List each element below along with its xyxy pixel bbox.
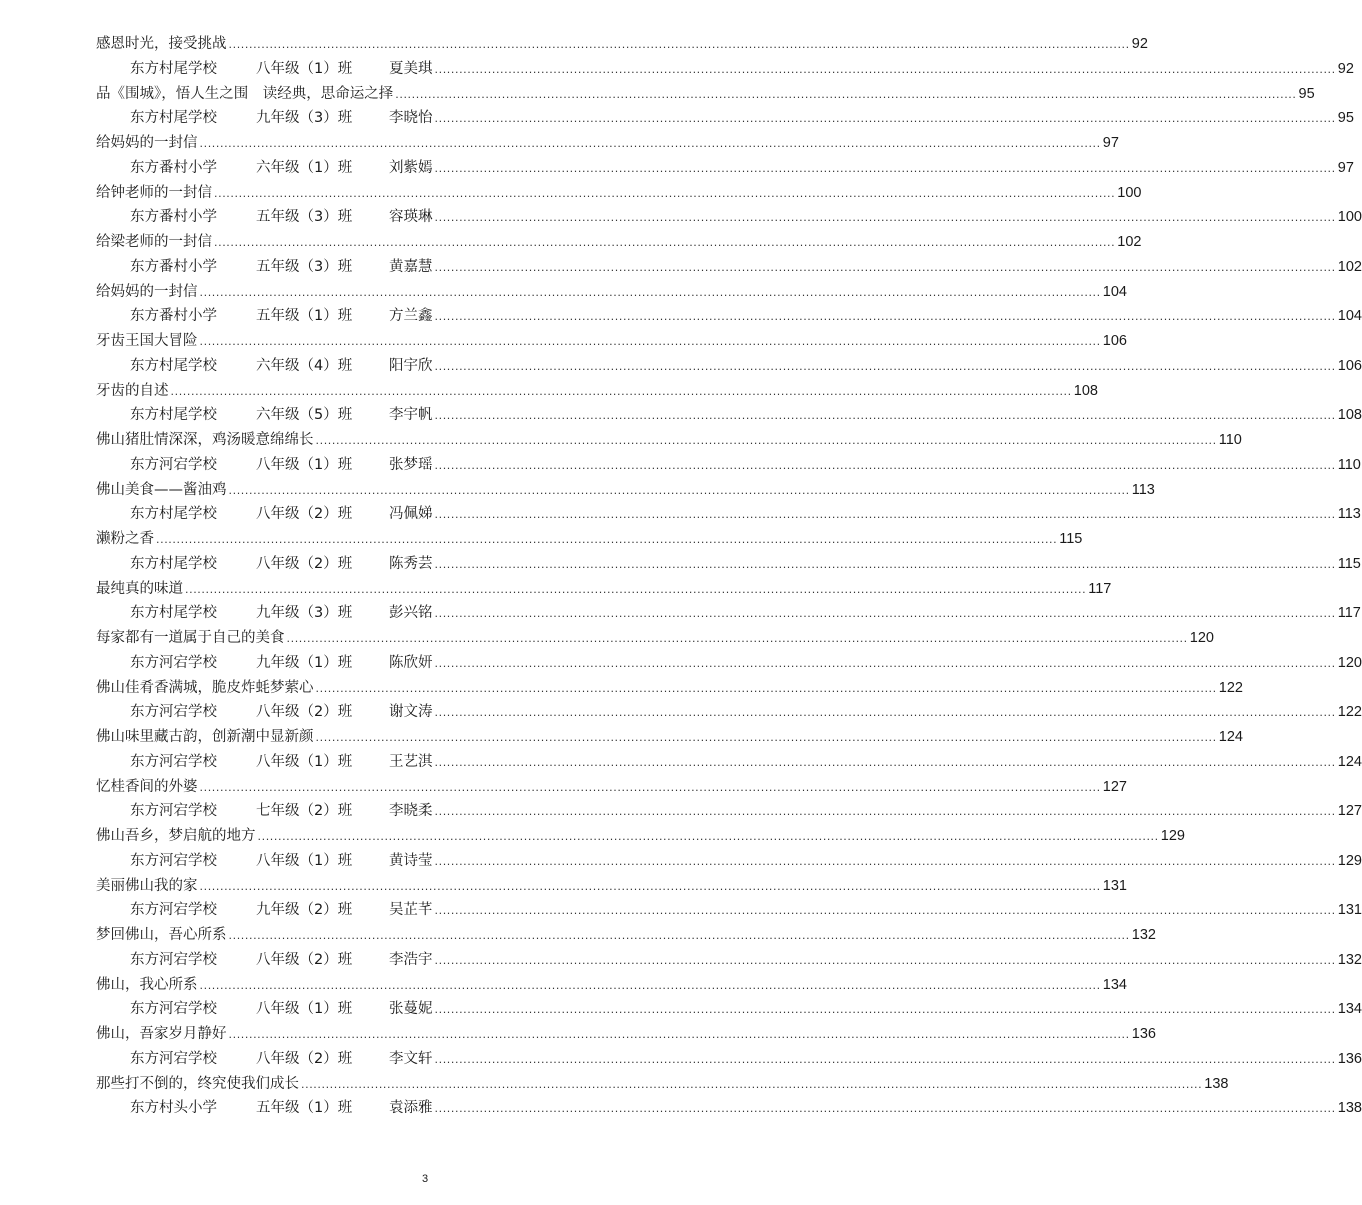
dot-leader: ............................................................................................................................................................................................................................ <box>170 384 1072 398</box>
toc-entry-author-row[interactable] <box>96 106 1354 131</box>
dot-leader: ............................................................................................................................................................................................................................ <box>185 582 1087 596</box>
entry-grade: 八年级（2）班 <box>256 506 353 523</box>
dot-leader: ............................................................................................................................................................................................................................ <box>199 978 1101 992</box>
toc-entry-title-row[interactable] <box>96 230 1142 255</box>
entry-author: 李文轩 <box>389 1050 433 1067</box>
entry-page-number: 97 <box>1102 135 1119 151</box>
entry-grade: 八年级（2）班 <box>256 704 353 721</box>
entry-page-number: 129 <box>1337 852 1362 869</box>
entry-page-number: 92 <box>1131 36 1148 52</box>
dot-leader: ............................................................................................................................................................................................................................ <box>257 830 1159 843</box>
toc-entry-title-row[interactable] <box>96 923 1156 948</box>
entry-title: 给妈妈的一封信 <box>96 283 198 300</box>
entry-school: 东方河宕学校 <box>130 803 217 820</box>
dot-leader: ............................................................................................................................................................................................................................ <box>434 409 1336 423</box>
toc-entry-title-row[interactable] <box>96 478 1155 503</box>
toc-entry-author-row[interactable] <box>96 799 1362 824</box>
entry-page-number: 106 <box>1102 333 1127 349</box>
entry-page-number: 92 <box>1337 60 1354 77</box>
entry-page-number: 95 <box>1337 110 1354 127</box>
entry-grade: 九年级（3）班 <box>256 110 353 127</box>
entry-school: 东方村尾学校 <box>130 60 217 77</box>
toc-entry-author-row[interactable] <box>96 502 1361 527</box>
entry-author: 黄嘉慧 <box>389 258 433 275</box>
entry-author: 刘紫嫣 <box>389 159 433 176</box>
toc-entry-title-row[interactable] <box>96 329 1127 354</box>
entry-school: 东方河宕学校 <box>130 456 217 473</box>
entry-author: 张蔓妮 <box>389 1001 433 1018</box>
toc-entry-title-row[interactable] <box>96 874 1127 899</box>
entry-title: 那些打不倒的，终究使我们成长 <box>96 1075 299 1092</box>
dot-leader: ............................................................................................................................................................................................................................ <box>434 359 1336 373</box>
entry-title: 给妈妈的一封信 <box>96 135 198 151</box>
entry-page-number: 131 <box>1337 902 1362 919</box>
entry-page-number: 127 <box>1102 778 1127 795</box>
dot-leader: ............................................................................................................................................................................................................................ <box>434 607 1336 621</box>
toc-entry-author-row[interactable] <box>96 997 1362 1022</box>
entry-page-number: 124 <box>1218 729 1243 745</box>
dot-leader: ............................................................................................................................................................................................................................ <box>199 137 1101 150</box>
entry-grade: 五年级（1）班 <box>256 308 353 325</box>
entry-title: 佛山猪肚情深深，鸡汤暖意绵绵长 <box>96 432 314 448</box>
dot-leader: ............................................................................................................................................................................................................................ <box>228 38 1130 51</box>
entry-page-number: 104 <box>1337 308 1362 325</box>
entry-grade: 八年级（1）班 <box>256 60 353 77</box>
entry-page-number: 106 <box>1337 357 1362 374</box>
entry-grade: 九年级（3）班 <box>256 605 353 622</box>
dot-leader: ............................................................................................................................................................................................................................ <box>214 186 1116 200</box>
toc-entry-title-row[interactable] <box>96 379 1098 404</box>
toc-entry-author-row[interactable] <box>96 156 1354 181</box>
entry-title: 感恩时光，接受挑战 <box>96 36 227 52</box>
dot-leader: ............................................................................................................................................................................................................................ <box>434 1102 1336 1116</box>
entry-author: 彭兴铭 <box>389 605 433 622</box>
entry-page-number: 95 <box>1298 85 1315 102</box>
toc-entry-author-row[interactable] <box>96 57 1354 82</box>
toc-entry-title-row[interactable] <box>96 1072 1229 1097</box>
entry-page-number: 110 <box>1218 432 1242 448</box>
dot-leader: ............................................................................................................................................................................................................................ <box>434 805 1336 819</box>
entry-school: 东方村尾学校 <box>130 110 217 127</box>
dot-leader: ............................................................................................................................................................................................................................ <box>228 1028 1130 1041</box>
entry-page-number: 138 <box>1204 1075 1229 1092</box>
entry-author: 黄诗莹 <box>389 852 433 869</box>
entry-grade: 八年级（1）班 <box>256 852 353 869</box>
entry-school: 东方村尾学校 <box>130 357 217 374</box>
toc-entry-author-row[interactable] <box>96 403 1362 428</box>
dot-leader: ............................................................................................................................................................................................................................ <box>315 681 1217 695</box>
entry-page-number: 129 <box>1160 828 1185 844</box>
dot-leader: ............................................................................................................................................................................................................................ <box>286 632 1188 645</box>
dot-leader: ............................................................................................................................................................................................................................ <box>434 310 1336 324</box>
entry-page-number: 117 <box>1337 605 1361 622</box>
entry-author: 吴芷芊 <box>389 902 433 919</box>
entry-page-number: 115 <box>1337 555 1361 572</box>
entry-grade: 五年级（1）班 <box>256 1100 353 1117</box>
toc-entry-author-row[interactable] <box>96 948 1362 973</box>
dot-leader: ............................................................................................................................................................................................................................ <box>434 557 1336 571</box>
entry-title: 每家都有一道属于自己的美食 <box>96 630 285 646</box>
entry-author: 冯佩娣 <box>389 506 433 523</box>
toc-entry-author-row[interactable] <box>96 255 1362 280</box>
dot-leader: ............................................................................................................................................................................................................................ <box>434 260 1336 274</box>
entry-page-number: 127 <box>1337 803 1362 820</box>
dot-leader: ............................................................................................................................................................................................................................ <box>228 483 1130 497</box>
entry-grade: 六年级（1）班 <box>256 159 353 176</box>
dot-leader: ............................................................................................................................................................................................................................ <box>434 904 1336 918</box>
dot-leader: ............................................................................................................................................................................................................................ <box>228 929 1130 942</box>
entry-page-number: 108 <box>1337 407 1362 424</box>
entry-title: 佛山佳肴香满城，脆皮炸蚝梦萦心 <box>96 679 314 696</box>
entry-school: 东方村尾学校 <box>130 506 217 523</box>
entry-page-number: 134 <box>1337 1001 1362 1018</box>
toc-entry-author-row[interactable] <box>96 304 1362 329</box>
entry-page-number: 124 <box>1337 753 1362 770</box>
entry-title: 品《围城》，悟人生之围 读经典，思命运之择 <box>96 85 394 102</box>
entry-page-number: 132 <box>1131 927 1156 943</box>
entry-author: 阳宇欣 <box>389 357 433 374</box>
entry-author: 李晓柔 <box>389 803 433 820</box>
toc-entry-title-row[interactable] <box>96 676 1243 701</box>
toc-entry-author-row[interactable] <box>96 601 1361 626</box>
entry-author: 谢文涛 <box>389 704 433 721</box>
page-number: 3 <box>421 1173 429 1185</box>
toc-entry-author-row[interactable] <box>96 898 1362 923</box>
entry-grade: 八年级（2）班 <box>256 951 353 968</box>
entry-title: 给梁老师的一封信 <box>96 234 212 250</box>
toc-entry-title-row[interactable] <box>96 1022 1156 1047</box>
entry-page-number: 117 <box>1088 580 1112 597</box>
entry-title: 佛山吾乡，梦启航的地方 <box>96 828 256 844</box>
entry-author: 方兰鑫 <box>389 308 433 325</box>
entry-school: 东方河宕学校 <box>130 1001 217 1018</box>
dot-leader: ............................................................................................................................................................................................................................ <box>199 879 1101 893</box>
entry-grade: 八年级（1）班 <box>256 753 353 770</box>
entry-page-number: 108 <box>1073 382 1098 399</box>
entry-title: 佛山，我心所系 <box>96 976 198 993</box>
toc-entry-author-row[interactable] <box>96 1096 1362 1121</box>
toc-entry-author-row[interactable] <box>96 700 1362 725</box>
entry-author: 夏美琪 <box>389 60 433 77</box>
entry-school: 东方河宕学校 <box>130 753 217 770</box>
entry-school: 东方河宕学校 <box>130 902 217 919</box>
entry-grade: 九年级（1）班 <box>256 654 353 671</box>
entry-grade: 九年级（2）班 <box>256 902 353 919</box>
entry-grade: 六年级（5）班 <box>256 407 353 424</box>
entry-school: 东方番村小学 <box>130 308 217 325</box>
entry-title: 牙齿的自述 <box>96 382 169 399</box>
entry-school: 东方河宕学校 <box>130 1050 217 1067</box>
dot-leader: ............................................................................................................................................................................................................................ <box>434 458 1336 472</box>
dot-leader: ............................................................................................................................................................................................................................ <box>434 854 1336 868</box>
entry-page-number: 132 <box>1337 951 1362 968</box>
entry-page-number: 138 <box>1337 1100 1362 1117</box>
entry-school: 东方番村小学 <box>130 159 217 176</box>
entry-page-number: 122 <box>1337 704 1362 721</box>
dot-leader: ............................................................................................................................................................................................................................ <box>434 161 1336 175</box>
toc-entry-title-row[interactable] <box>96 280 1127 305</box>
entry-page-number: 131 <box>1102 877 1127 894</box>
dot-leader: ............................................................................................................................................................................................................................ <box>434 1003 1336 1017</box>
entry-page-number: 136 <box>1337 1050 1362 1067</box>
toc-entry-author-row[interactable] <box>96 205 1362 230</box>
toc-entry-title-row[interactable] <box>96 428 1242 453</box>
toc-entry-title-row[interactable] <box>96 131 1119 156</box>
entry-school: 东方番村小学 <box>130 209 217 226</box>
dot-leader: ............................................................................................................................................................................................................................ <box>199 285 1101 299</box>
entry-page-number: 110 <box>1337 456 1361 473</box>
dot-leader: ............................................................................................................................................................................................................................ <box>434 112 1336 126</box>
dot-leader: ............................................................................................................................................................................................................................ <box>315 434 1217 447</box>
entry-author: 张梦瑶 <box>389 456 433 473</box>
dot-leader: ............................................................................................................................................................................................................................ <box>434 62 1336 76</box>
table-of-contents <box>96 32 1362 1121</box>
entry-grade: 八年级（2）班 <box>256 1050 353 1067</box>
entry-page-number: 102 <box>1117 234 1142 250</box>
entry-grade: 五年级（3）班 <box>256 258 353 275</box>
entry-grade: 八年级（1）班 <box>256 1001 353 1018</box>
entry-school: 东方村尾学校 <box>130 555 217 572</box>
entry-title: 梦回佛山，吾心所系 <box>96 927 227 943</box>
entry-title: 佛山，吾家岁月静好 <box>96 1026 227 1042</box>
toc-entry-title-row[interactable] <box>96 626 1214 651</box>
entry-title: 佛山美食——酱油鸡 <box>96 481 227 498</box>
toc-entry-author-row[interactable] <box>96 354 1362 379</box>
entry-page-number: 120 <box>1337 654 1362 671</box>
toc-entry-title-row[interactable] <box>96 32 1148 57</box>
toc-entry-title-row[interactable] <box>96 775 1127 800</box>
entry-title: 给钟老师的一封信 <box>96 184 212 201</box>
entry-page-number: 102 <box>1337 258 1362 275</box>
entry-grade: 八年级（2）班 <box>256 555 353 572</box>
dot-leader: ............................................................................................................................................................................................................................ <box>434 953 1336 967</box>
entry-school: 东方村尾学校 <box>130 605 217 622</box>
dot-leader: ............................................................................................................................................................................................................................ <box>301 1077 1203 1091</box>
entry-school: 东方河宕学校 <box>130 951 217 968</box>
dot-leader: ............................................................................................................................................................................................................................ <box>214 236 1116 249</box>
toc-entry-author-row[interactable] <box>96 651 1362 676</box>
entry-title: 牙齿王国大冒险 <box>96 333 198 349</box>
dot-leader: ............................................................................................................................................................................................................................ <box>156 533 1058 546</box>
entry-author: 陈欣妍 <box>389 654 433 671</box>
toc-entry-author-row[interactable] <box>96 552 1361 577</box>
entry-author: 陈秀芸 <box>389 555 433 572</box>
entry-page-number: 122 <box>1218 679 1243 696</box>
entry-author: 王艺淇 <box>389 753 433 770</box>
dot-leader: ............................................................................................................................................................................................................................ <box>199 335 1101 348</box>
dot-leader: ............................................................................................................................................................................................................................ <box>199 780 1101 794</box>
toc-entry-title-row[interactable] <box>96 527 1083 552</box>
entry-school: 东方河宕学校 <box>130 704 217 721</box>
entry-author: 李宇帆 <box>389 407 433 424</box>
dot-leader: ............................................................................................................................................................................................................................ <box>434 1052 1336 1066</box>
entry-school: 东方村尾学校 <box>130 407 217 424</box>
dot-leader: ............................................................................................................................................................................................................................ <box>434 656 1336 670</box>
dot-leader: ............................................................................................................................................................................................................................ <box>434 211 1336 225</box>
entry-title: 美丽佛山我的家 <box>96 877 198 894</box>
entry-title: 佛山味里藏古韵，创新潮中显新颜 <box>96 729 314 745</box>
dot-leader: ............................................................................................................................................................................................................................ <box>315 731 1217 744</box>
toc-entry-title-row[interactable] <box>96 725 1243 750</box>
toc-entry-title-row[interactable] <box>96 973 1127 998</box>
toc-entry-title-row[interactable] <box>96 577 1112 602</box>
dot-leader: ............................................................................................................................................................................................................................ <box>434 508 1336 522</box>
entry-title: 最纯真的味道 <box>96 580 183 597</box>
toc-entry-author-row[interactable] <box>96 750 1362 775</box>
toc-entry-title-row[interactable] <box>96 82 1315 107</box>
entry-grade: 七年级（2）班 <box>256 803 353 820</box>
entry-grade: 六年级（4）班 <box>256 357 353 374</box>
toc-entry-author-row[interactable] <box>96 453 1361 478</box>
entry-title: 忆桂香间的外婆 <box>96 778 198 795</box>
entry-school: 东方河宕学校 <box>130 654 217 671</box>
entry-page-number: 136 <box>1131 1026 1156 1042</box>
toc-entry-title-row[interactable] <box>96 181 1142 206</box>
entry-page-number: 104 <box>1102 283 1127 300</box>
entry-page-number: 134 <box>1102 976 1127 993</box>
entry-grade: 八年级（1）班 <box>256 456 353 473</box>
dot-leader: ............................................................................................................................................................................................................................ <box>434 706 1336 720</box>
entry-school: 东方番村小学 <box>130 258 217 275</box>
entry-page-number: 115 <box>1059 531 1083 547</box>
dot-leader: ............................................................................................................................................................................................................................ <box>434 755 1336 769</box>
entry-page-number: 100 <box>1117 184 1142 201</box>
entry-title: 濑粉之香 <box>96 531 154 547</box>
toc-entry-title-row[interactable] <box>96 824 1185 849</box>
entry-school: 东方村头小学 <box>130 1100 217 1117</box>
toc-entry-author-row[interactable] <box>96 849 1362 874</box>
entry-page-number: 97 <box>1337 159 1354 176</box>
entry-school: 东方河宕学校 <box>130 852 217 869</box>
dot-leader: ............................................................................................................................................................................................................................ <box>395 87 1297 101</box>
entry-author: 李晓怡 <box>389 110 433 127</box>
entry-grade: 五年级（3）班 <box>256 209 353 226</box>
toc-entry-author-row[interactable] <box>96 1047 1362 1072</box>
entry-author: 袁添雅 <box>389 1100 433 1117</box>
entry-page-number: 120 <box>1189 630 1214 646</box>
entry-page-number: 100 <box>1337 209 1362 226</box>
entry-author: 容瑛琳 <box>389 209 433 226</box>
entry-author: 李浩宇 <box>389 951 433 968</box>
entry-page-number: 113 <box>1131 481 1155 498</box>
entry-page-number: 113 <box>1337 506 1361 523</box>
